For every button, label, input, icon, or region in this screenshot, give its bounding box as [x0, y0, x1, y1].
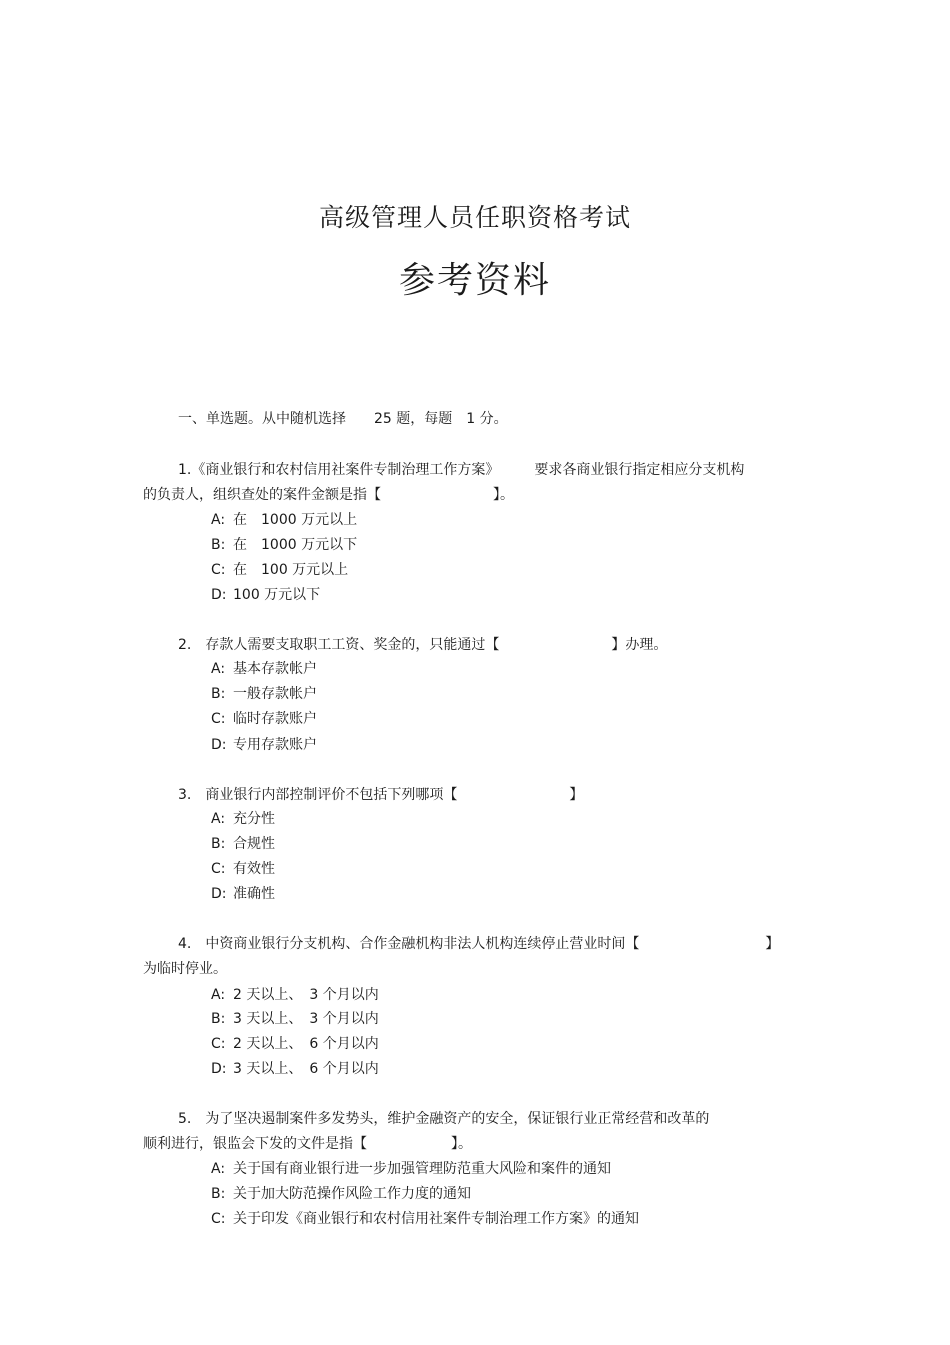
option-text: 在 1000 万元以上: [233, 512, 358, 528]
question-2-option-c: [211, 710, 317, 728]
option-text: 有效性: [233, 861, 275, 877]
option-label: A:: [211, 987, 226, 1003]
question-4-option-a: [211, 986, 379, 1004]
option-text: 准确性: [233, 886, 275, 902]
question-1-line-1: 1.《商业银行和农村信用社案件专制治理工作方案》 要求各商业银行指定相应分支机构: [178, 462, 745, 478]
question-1-option-d: [211, 586, 320, 604]
option-text: 临时存款账户: [233, 711, 317, 727]
option-label: A:: [211, 512, 226, 528]
question-1-option-c: [211, 561, 348, 579]
option-label: D:: [211, 1061, 227, 1077]
option-label: D:: [211, 737, 227, 753]
option-label: C:: [211, 1036, 226, 1052]
option-text: 基本存款帐户: [233, 661, 317, 677]
option-text: 3 天以上、 6 个月以内: [233, 1061, 379, 1077]
option-text: 在 100 万元以上: [233, 562, 349, 578]
question-3-option-a: [211, 810, 275, 828]
option-label: D:: [211, 886, 227, 902]
option-label: C:: [211, 861, 226, 877]
option-label: A:: [211, 1161, 226, 1177]
option-text: 3 天以上、 3 个月以内: [233, 1011, 379, 1027]
section-heading: 一、单选题。从中随机选择 25 题，每题 1 分。: [178, 411, 508, 427]
option-text: 关于加大防范操作风险工作力度的通知: [233, 1186, 471, 1202]
question-4-option-d: [211, 1060, 379, 1078]
option-text: 关于国有商业银行进一步加强管理防范重大风险和案件的通知: [233, 1161, 611, 1177]
option-text: 一般存款帐户: [233, 686, 317, 702]
question-5-option-c: [211, 1210, 639, 1228]
question-4-line-1: 4. 中资商业银行分支机构、合作金融机构非法人机构连续停止营业时间【 】: [178, 936, 780, 952]
question-1-option-b: [211, 536, 357, 554]
question-2-line-1: 2. 存款人需要支取职工工资、奖金的，只能通过【 】办理。: [178, 637, 668, 653]
option-text: 在 1000 万元以下: [233, 537, 358, 553]
option-text: 合规性: [233, 836, 275, 852]
option-text: 关于印发《商业银行和农村信用社案件专制治理工作方案》的通知: [233, 1211, 639, 1227]
question-2-option-a: [211, 660, 317, 678]
question-5-option-a: [211, 1160, 611, 1178]
option-label: C:: [211, 711, 226, 727]
option-label: A:: [211, 811, 226, 827]
option-text: 2 天以上、 6 个月以内: [233, 1036, 379, 1052]
question-2-option-d: [211, 736, 317, 754]
option-label: B:: [211, 1011, 226, 1027]
option-text: 专用存款账户: [233, 737, 317, 753]
option-label: B:: [211, 686, 226, 702]
option-label: D:: [211, 587, 227, 603]
question-1-line-2: 的负责人，组织查处的案件金额是指【 】。: [143, 487, 514, 503]
option-text: 充分性: [233, 811, 275, 827]
question-3-option-d: [211, 885, 275, 903]
question-3-line-1: 3. 商业银行内部控制评价不包括下列哪项【 】: [178, 787, 584, 803]
option-label: C:: [211, 562, 226, 578]
question-1-option-a: [211, 511, 357, 529]
document-subtitle: 参考资料: [398, 260, 551, 301]
option-label: B:: [211, 836, 226, 852]
question-4-option-c: [211, 1035, 379, 1053]
question-3-option-c: [211, 860, 275, 878]
question-4-option-b: [211, 1010, 379, 1028]
option-text: 100 万元以下: [233, 587, 321, 603]
option-label: C:: [211, 1211, 226, 1227]
document-title: 高级管理人员任职资格考试: [318, 203, 631, 232]
option-label: B:: [211, 537, 226, 553]
question-3-option-b: [211, 835, 275, 853]
option-text: 2 天以上、 3 个月以内: [233, 987, 379, 1003]
option-label: B:: [211, 1186, 226, 1202]
question-2-option-b: [211, 685, 317, 703]
question-5-option-b: [211, 1185, 471, 1203]
option-label: A:: [211, 661, 226, 677]
question-5-line-1: 5. 为了坚决遏制案件多发势头，维护金融资产的安全，保证银行业正常经营和改革的: [178, 1111, 710, 1127]
question-5-line-2: 顺利进行，银监会下发的文件是指【 】。: [143, 1136, 472, 1152]
question-4-line-2: 为临时停业。: [143, 961, 227, 977]
